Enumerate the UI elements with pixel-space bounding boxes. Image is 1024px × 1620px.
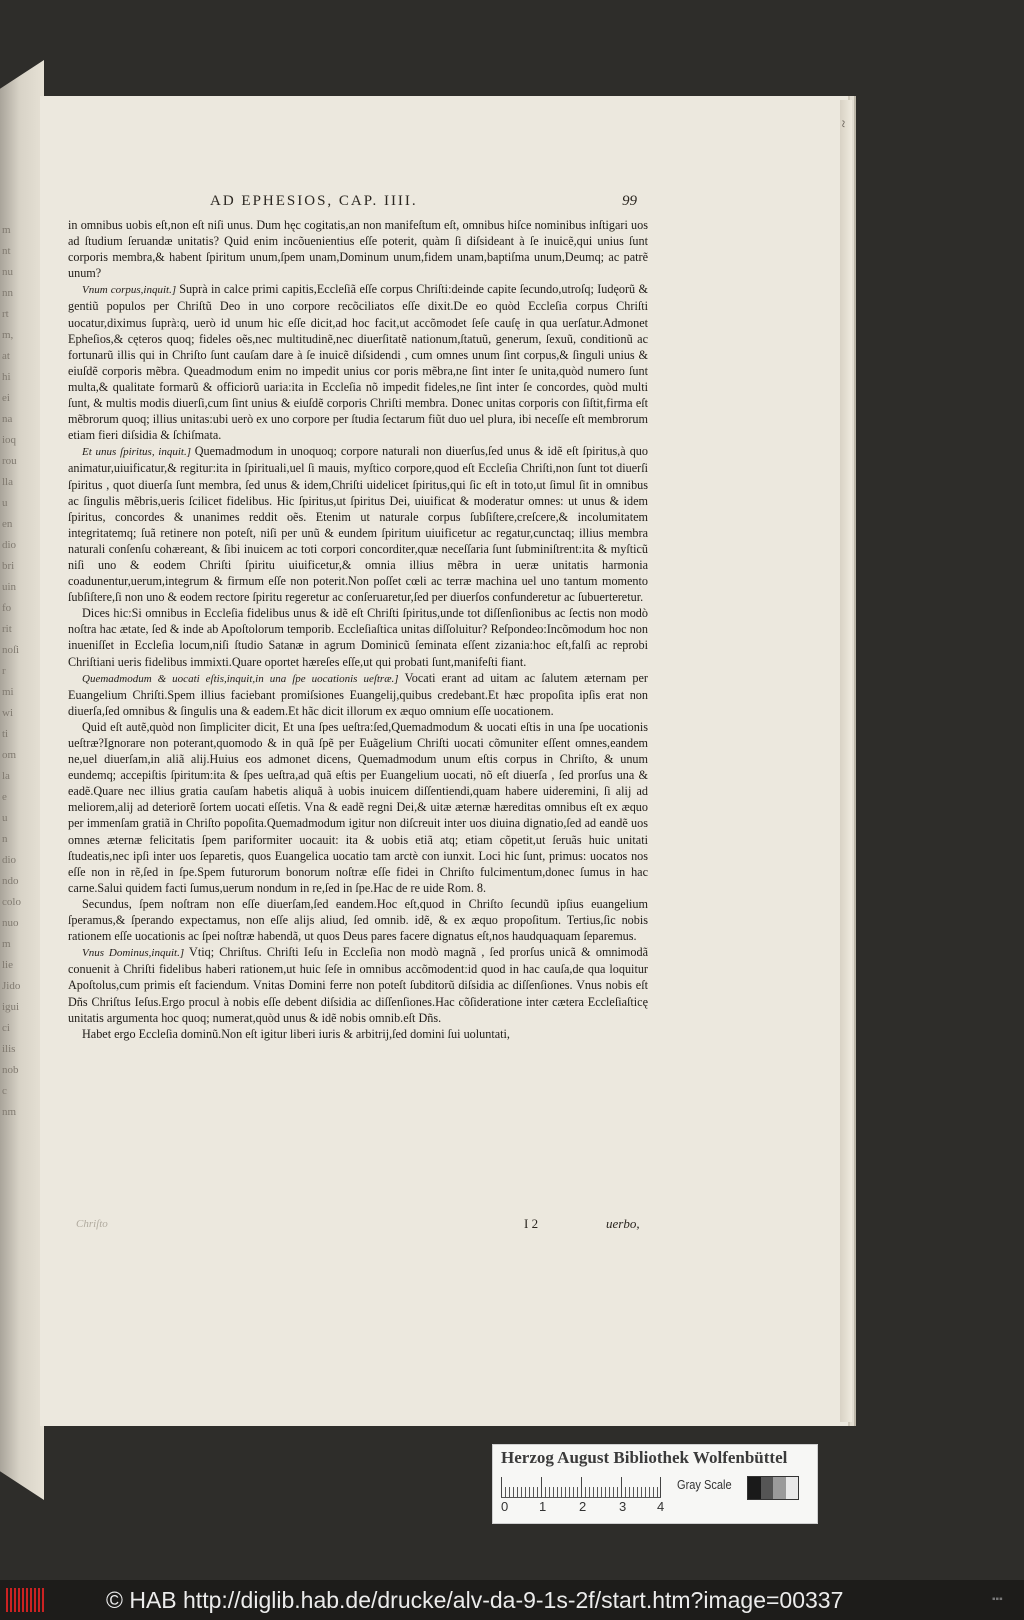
paragraph-text: Suprà in calce primi capitis,Eccleſiã eſſe corpus Chriſti:deinde capite ſecundo,utroſq; Iudęorũ & gentiũ populos per Chriſtũ Deo in uno corpore recõciliatos eſſe dixit.De eo quòd Eccleſia corpus Chriſti uocatur,diximus ſuprà:q, uerò id unum hic eſſe dicit,ad hoc facit,ut accõmodet ſeſe cauſę in qua uerſatur.Admonet Epheſios,& cęteros quoq; fideles oẽs,nec multitudinẽ,nec diuerſitatẽ nationum,ſtatuũ, generum, ſexuũ, conditionũ ac fortunarũ illis qui in Chriſto ſunt cauſam dare à ſe inuicẽ diſsidendi , cum omnes unum ſint corpus,& ſinguli unius & eiuſdẽ corporis mẽbra. Queadmodum enim no impedit unius cor poris mẽbra,ne ſint inter ſe unita,quòd numero ſunt multa,& qualitate formarũ & officiorũ uaria:ita in Eccleſia nõ impedit fideles,ne ſint inter ſe concordes, quòd multi ſunt, & multis modis diuerſi,cum ſint unius & eiuſdẽ corporis Chriſti membra. Donec unitas corporis con ſiſtit,firma eſt mẽbrorum quoq; illius unitas:ubi uerò ex uno corpore per ſtudia ſectarum fiũt duo uel plura, ibi neceſſe eſt membrorum etiam fieri diſsidia & ſchiſmata. <box>68 282 648 443</box>
library-name: Herzog August Bibliothek Wolfenbüttel <box>501 1448 788 1467</box>
margin-annotation: ~ <box>835 120 850 128</box>
gray-step <box>748 1477 761 1499</box>
ruler-number: 1 <box>539 1499 547 1514</box>
catchword: uerbo, <box>606 1216 640 1231</box>
bleed-through-word: Chriſto <box>76 1218 108 1230</box>
footer-url[interactable]: © HAB http://diglib.hab.de/drucke/alv-da-9-1s-2f/start.htm?image=00337 <box>106 1587 844 1613</box>
paragraph-text: Habet ergo Eccleſia dominũ.Non eſt igitur liberi iuris & arbitrij,ſed domini ſui uoluntati, <box>82 1026 510 1041</box>
paragraph-text: Vocati erant ad uitam ac ſalutem æternam per Euangelium Chriſti.Spem illius faciebant promiſsiones Euangelij,quibus credebant.Et hæc propoſita ipſis erat non diuerſa,ſed omnibus & ſingulis una & eadem.Et hãc dicit illorum ex æquo omnium eſſe uocationem. <box>68 670 648 718</box>
ruler-number: 2 <box>579 1499 587 1514</box>
paragraph <box>68 944 648 1025</box>
paragraph <box>68 217 648 281</box>
body-text <box>68 217 648 1042</box>
paragraph-text: Quid eſt autẽ,quòd non ſimpliciter dicit, Et una ſpes ueſtra:ſed,Quemadmodum & uocati eſtis in una ſpe uocationis ueſtræ?Ignorare non poterant,quomodo & in quã ſpẽ per Euãgelium Chriſti uocati cõmuniter eſſent omnes,eandem ne,uel diuerſam,in aliã alij.Huius eos admonet dicens, Quemadmodum unum eſtis corpus in Chriſto, & unum eundemq; accepiſtis ſpiritum:ita & ſpes ueſtra,ad quã eſtis per Euangelium uocati, nõ eſt diuerſa , ſed prorſus una & eadẽ.Quare nec illius gratia cauſam habetis aliquã à uobis inuicem diſſentiendi,quam habere uideremini, ſi alij ad meliorem,alij ad deteriorẽ ſortem uocati eſſetis. Vna & eadẽ regni Dei,& uitæ æternæ hæreditas omnibus eſt ex æquo per immenſam gratiã in Chriſto popoſita.Quemadmodum igitur non diſcreuit inter uos diuina dignatio,ſed ad eandẽ uos omnes æternæ felicitatis ſpem pariformiter uocauit: ita & uobis etiã atq; etiam cõpetit,ut ſeruãs huic unitati ſtudeatis,nec ipſi inter uos ſeparetis, quos Euangelica uocatio tam arctè con iunxit. Loci hic ſunt, primus: uocatos nos eſſe non in rẽ,ſed in ſpe.Spem futurorum bonorum noſtræ eſſe fidei in Chriſto fulcimentum,donec ſumus in hac carne.Salui quidem facti ſumus,uerum nondum in re,ſed in ſpe.Hac de re uide Rom. 8. <box>68 719 648 895</box>
gray-scale-swatch <box>747 1476 799 1500</box>
paragraph <box>68 719 648 896</box>
gray-step <box>761 1477 774 1499</box>
hab-logo-icon <box>6 1588 46 1612</box>
running-head: AD EPHESIOS, CAP. IIII. <box>210 193 418 209</box>
signature-mark: I 2 <box>524 1216 539 1231</box>
gray-step <box>773 1477 786 1499</box>
facing-page-bleed-text: m nt nu nn rt m, at hi ei na ioq rou lla u en dio bri uin fo rit noſi r mi wi ti om la e u n dio ndo colo nuo m lie Jido igui ci ilis nob c nm <box>2 224 21 1118</box>
footer-bar <box>0 1580 1024 1620</box>
gray-step <box>786 1477 799 1499</box>
lemma: Vnum corpus,inquit.] <box>82 284 180 297</box>
paragraph <box>68 1026 648 1042</box>
lemma: Quemadmodum & uocati eſtis,inquit,in una ſpe uocationis ueſtræ.] <box>82 672 405 685</box>
footer-dots: ▪▪▪ <box>992 1594 1003 1605</box>
paragraph-text: Quemadmodum in unoquoq; corpore naturali non diuerſus,ſed unus & idẽ eſt ſpiritus,à quo animatur,uiuificatur,& regitur:ita in ſpirituali,uel ſi mauis, myſtico corpore,quod eſt Eccleſia Chriſti,non ſunt tot diuerſi ſpiritus , quot diuerſa ſunt membra, ſed unus & idem,Chriſti uidelicet ſpiritus,qui ſic eſt in toto,ut ſimul ſit in omnibus ac ſingulis mẽbris,ueris ſcilicet fidelibus. Hic ſpiritus,ut ſpiritus Dei, uiuificat & moderatur omnes: ut unus & idem ſpiritus, concordes & unanimes reddit oẽs. Etenim ut naturale corpus ſubſiſtere,creſcere,& incolumitatem integritatemq; ſuã retinere non poteſt, niſi per unũ & eundem ſpiritum uiuificetur ac regatur,cunctaq; illius membra naturali conſenſu cohæreant, & ſibi inuicem ac toti corpori concorditer,quæ neceſſaria ſunt ſubminiſtrent:ita & myſticũ niſi uno & eodem Chriſti ſpiritu uiuificetur,& omnia illius mẽbra in ueræ unitatis harmonia coadunentur,uerum,integrum & firmum eſſe non poterit.Non poſſet cœli ac terræ machina uel uno tantum momento ſubſiſtere,ſi non uno & eodem rectore ſpiritu regeretur ac conſeruaretur,ſed per diuerſos confunderetur ac ſubuerteretur. <box>68 444 648 605</box>
page-fore-edge <box>835 100 852 1422</box>
ruler <box>501 1475 661 1498</box>
paragraph-text: Secundus, ſpem noſtram non eſſe diuerſam,ſed eandem.Hoc eſt,quod in Chriſto ſecundũ ipſius euangelium ſperamus,& ſperando expectamus, non eſſe alijs aliud, ſed omnib. idẽ, & ex æquo propoſitum. Tertius,ſic nobis rationem eſſe uocationis ac ſpei noſtræ habendã, ut quos Deus pares facere dignatus eſt,nos haudquaquam ſeparemus. <box>68 896 648 944</box>
ruler-number: 3 <box>619 1499 627 1514</box>
lemma: Vnus Dominus,inquit.] <box>82 947 190 960</box>
gray-scale-label: Gray Scale <box>677 1477 732 1492</box>
paragraph <box>68 443 648 605</box>
paragraph-text: Vtiq; Chriſtus. Chriſti Ieſu in Eccleſia non modò magnã , ſed prorſus unicã & omnimodã conuenit à Chriſti fidelibus haberi rationem,ut huic ſeſe in omnibus accõmodent:id quod in hac cauſa,de qua loquitur Apoſtolus,cum primis eſt faciendum. Vnitas Domini ferre non poteſt ſubditorũ diſsidia ac diſſenſiones. Vnus nobis eſt Dñs Chriſtus Ieſus.Ergo procul à nobis eſſe debent diſsidia ac diſſenſiones.Hac cõſideratione inter cætera Eccleſiaſticę unitatis argumenta hoc quoq; numerat,quòd unus & idẽ nobis omnib.eſt Dñs. <box>68 945 648 1025</box>
color-scale-card <box>492 1444 818 1524</box>
paragraph-text: in omnibus uobis eſt,non eſt niſi unus. Dum hęc cogitatis,an non manifeſtum eſt, omnibus hiſce nominibus inſtigari uos ad ſtudium ſeruandæ unitatis? Quid enim incõuenientius eſſe poterit, quàm ſi diſsideant à ſe inuicẽ,qui unius ſunt corporis membra,& habent ſpiritum unum,ſpem unam,Dominum unum,fidem unam,baptiſma unum,Deumq; ac patrẽ unum? <box>68 218 648 281</box>
paragraph-text: Dices hic:Si omnibus in Eccleſia fidelibus unus & idẽ eſt Chriſti ſpiritus,unde tot diſſenſionibus ac ſectis non modò noſtra hac ætate, ſed & inde ab Apoſtolorum temporib. Eccleſiaſtica unitas diſſoluitur? Reſpondeo:Incõmodum hoc non inueniſſet in Eccleſia locum,niſi ſtudio Satanæ in agrum Dominicũ ſeminata eſſent zizania:hoc eſt,falſi ac reprobi Chriſtiani ueris fidelibus immixti.Quare oportet hæreſes eſſe,ut qui probati ſunt,manifeſti fiant. <box>68 606 648 669</box>
ruler-number: 0 <box>501 1499 509 1514</box>
page-number: 99 <box>622 193 637 209</box>
paragraph <box>68 896 648 944</box>
paragraph <box>68 670 648 719</box>
ruler-numbers <box>501 1499 681 1515</box>
ruler-number: 4 <box>657 1499 665 1514</box>
paragraph <box>68 281 648 443</box>
lemma: Et unus ſpiritus, inquit.] <box>82 446 195 459</box>
paragraph <box>68 605 648 669</box>
